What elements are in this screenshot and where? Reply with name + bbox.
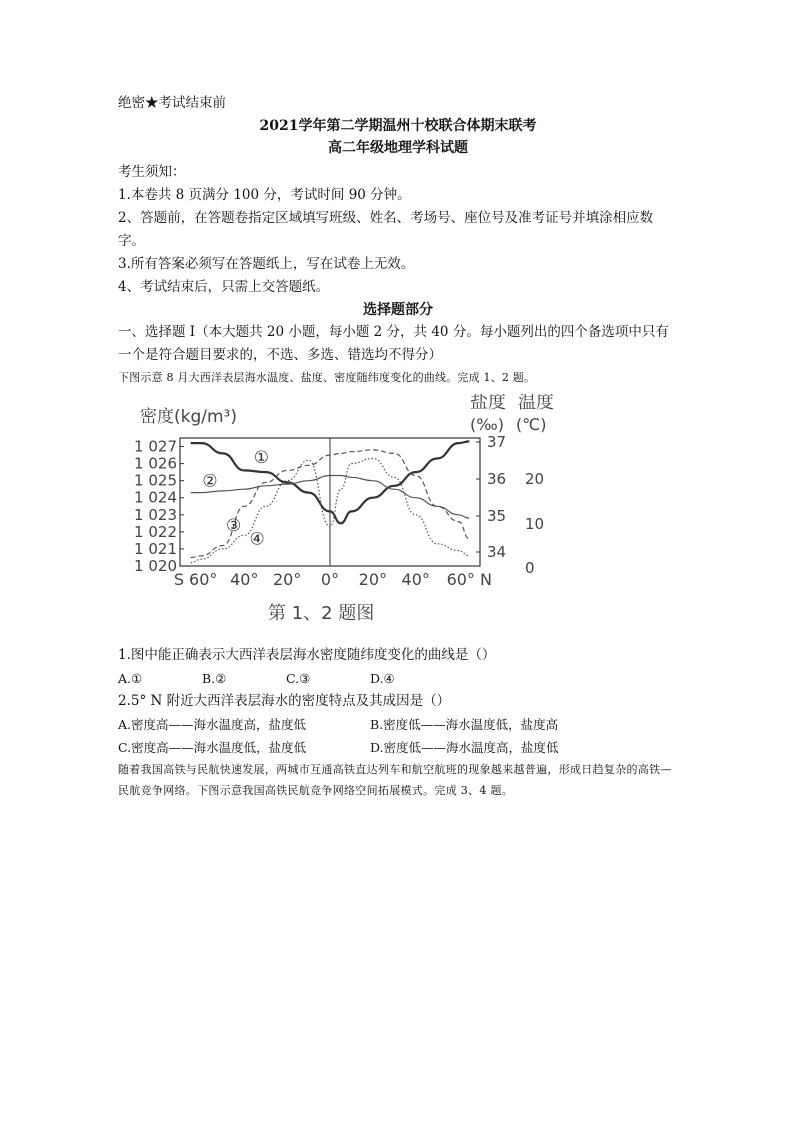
figure-intro: 下图示意 8 月大西洋表层海水温度、盐度、密度随纬度变化的曲线。完成 1、2 题。 bbox=[118, 371, 536, 384]
left-tick-label: 1 027 bbox=[134, 437, 177, 456]
curve-label-3: ③ bbox=[225, 516, 242, 537]
question-1-stem: 1.图中能正确表示大西洋表层海水密度随纬度变化的曲线是（） bbox=[118, 647, 496, 663]
q2-option-d[interactable]: D.密度低——海水温度高，盐度低 bbox=[370, 740, 559, 755]
temperature-tick-label: 10 bbox=[525, 515, 545, 533]
q2-option-b[interactable]: B.密度低——海水温度低，盐度高 bbox=[370, 717, 559, 732]
question-2-options-ab bbox=[118, 713, 678, 736]
q1-option-b[interactable]: B.② bbox=[202, 671, 227, 686]
left-tick-label: 1 020 bbox=[134, 557, 177, 575]
q2-option-c[interactable]: C.密度高——海水温度低，盐度低 bbox=[118, 740, 307, 755]
salinity-tick-label: 35 bbox=[487, 507, 507, 525]
section-intro: 一、选择题 I（本大题共 20 小题，每小题 2 分，共 40 分。每小题列出的四个备选项中只有一个是符合题目要求的，不选、多选、错选均不得分） bbox=[118, 324, 669, 363]
density-salinity-temperature-chart bbox=[118, 394, 678, 604]
left-tick-label: 1 024 bbox=[134, 488, 177, 507]
x-tick-label: 20° bbox=[272, 570, 302, 589]
x-tick-label: 20° bbox=[358, 570, 388, 589]
left-tick-label: 1 021 bbox=[134, 539, 177, 558]
temperature-unit: (℃) bbox=[516, 415, 547, 434]
q1-option-a[interactable]: A.① bbox=[118, 671, 143, 686]
salinity-tick-label: 37 bbox=[487, 433, 507, 451]
exam-subtitle: 高二年级地理学科试题 bbox=[328, 140, 468, 156]
q1-option-d[interactable]: D.④ bbox=[370, 671, 395, 686]
question-2-stem: 2.5° N 附近大西洋表层海水的密度特点及其成因是（） bbox=[118, 693, 451, 709]
curve-labels bbox=[202, 448, 269, 550]
x-tick-label: 40° bbox=[230, 570, 259, 589]
left-tick-label: 1 022 bbox=[134, 522, 177, 541]
salinity-tick-label: 34 bbox=[487, 543, 507, 561]
notice-item-2: 2、答题前，在答题卷指定区域填写班级、姓名、考场号、座位号及准考证号并填涂相应数字。 bbox=[118, 210, 654, 249]
curve-label-1: ① bbox=[253, 447, 270, 468]
temperature-tick-label: 20 bbox=[525, 470, 545, 488]
left-tick-label: 1 023 bbox=[134, 505, 177, 524]
left-axis-label: 密度(kg/m³) bbox=[140, 407, 238, 427]
notice-item-4: 4、考试结束后，只需上交答题纸。 bbox=[118, 279, 330, 295]
secret-mark: 绝密★考试结束前 bbox=[118, 95, 226, 111]
figure-1-2 bbox=[118, 394, 678, 640]
x-tick-label: 40° bbox=[401, 570, 430, 589]
notice-item-3: 3.所有答案必须写在答题纸上，写在试卷上无效。 bbox=[118, 256, 415, 272]
notice-item-1: 1.本卷共 8 页满分 100 分，考试时间 90 分钟。 bbox=[118, 187, 411, 203]
chart-axes bbox=[180, 438, 480, 566]
question-2-options-cd bbox=[118, 736, 678, 759]
curve-label-2: ② bbox=[202, 471, 218, 492]
temperature-tick-label: 0 bbox=[525, 559, 535, 577]
salinity-tick-label: 36 bbox=[487, 470, 507, 488]
x-tick-label: 60° N bbox=[446, 570, 492, 589]
exam-title: 2021学年第二学期温州十校联合体期末联考 bbox=[259, 118, 537, 134]
figure-caption: 第 1、2 题图 bbox=[268, 603, 375, 624]
question-1-options bbox=[118, 667, 678, 690]
temperature-label: 温度 bbox=[518, 394, 554, 413]
curve-label-4: ④ bbox=[249, 529, 265, 550]
question-3-4-intro: 随着我国高铁与民航快速发展，两城市互通高铁直达列车和航空航班的现象越来越普遍，形成日趋复杂的高铁—民航竞争网络。下图示意我国高铁民航竞争网络空间拓展模式。完成 3、4 题。 bbox=[118, 763, 672, 797]
left-tick-label: 1 026 bbox=[134, 454, 177, 473]
q1-option-c[interactable]: C.③ bbox=[286, 671, 311, 686]
salinity-label: 盐度 bbox=[470, 394, 506, 413]
x-tick-label: 0° bbox=[320, 570, 340, 589]
q2-option-a[interactable]: A.密度高——海水温度高，盐度低 bbox=[118, 717, 307, 732]
left-tick-label: 1 025 bbox=[134, 471, 177, 490]
salinity-unit: (‰) bbox=[470, 415, 504, 434]
notice-heading: 考生须知： bbox=[118, 164, 186, 180]
exam-page bbox=[118, 92, 678, 801]
x-tick-label: S 60° bbox=[173, 570, 218, 589]
section-title: 选择题部分 bbox=[363, 302, 433, 318]
